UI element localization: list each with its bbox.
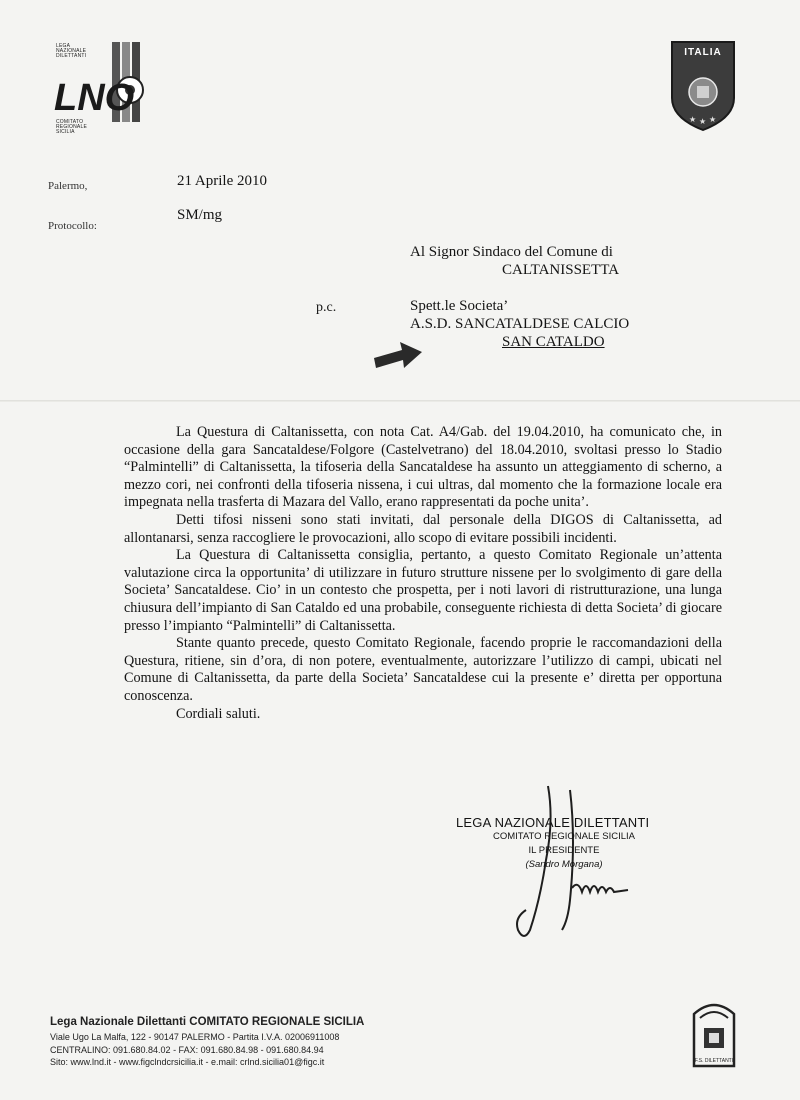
lnd-caption-line: SICILIA (56, 129, 75, 135)
lnd-caption-line: NAZIONALE (56, 48, 87, 54)
italia-figc-shield (670, 40, 736, 132)
body-paragraph: La Questura di Caltanissetta, con nota Cat. A4/Gab. del 19.04.2010, ha comunicato che, in occasione della gara Sancataldese/Folgore (Castelvetrano) del 18.04.2010, svoltasi presso lo Stadio “Palmintelli” di Caltanissetta, la tifoseria della Sancataldese ha assunto un atteggiamento di scherno, a mezzo cori, nei confronti della tifoseria nissena, i cui ultras, dal momento che la formazione locale era impegnata nella trasferta di Mazara del Vallo, erano rappresentati da poche unita’. (124, 424, 722, 511)
cc-town: SAN CATALDO (502, 334, 605, 350)
body-paragraph: Detti tifosi nisseni sono stati invitati, dal personale della DIGOS di Caltanissetta, ad allontanarsi, senza raccogliere le provocazioni, allo scopo di evitare possibili incidenti. (124, 511, 722, 546)
lnd-caption-line: COMITATO (56, 119, 84, 125)
svg-text:★: ★ (699, 117, 707, 126)
badge-icon (690, 1000, 738, 1072)
body-paragraph: Stante quanto precede, questo Comitato Regionale, facendo proprie le raccomandazioni della Questura, ritiene, sin d’ora, di non potere, eventualmente, autorizzare l’utilizzo di campi, ubicati nel Comune di Caltanissetta, da parte della Societa’ Sancataldese cui la presente e’ diretta per opportuna conoscenza. (124, 635, 722, 704)
letterhead-footer (50, 1016, 510, 1069)
signature-role: IL PRESIDENTE (528, 845, 600, 856)
footer-address: Viale Ugo La Malfa, 122 - 90147 PALERMO - Partita I.V.A. 02006911008 (50, 1032, 340, 1042)
footer-phones: CENTRALINO: 091.680.84.02 - FAX: 091.680.84.98 - 091.680.84.94 (50, 1044, 324, 1055)
protocol-label: Protocollo: (48, 220, 97, 232)
italia-label: ITALIA (684, 47, 722, 58)
body-paragraph: La Questura di Caltanissetta consiglia, pertanto, a questo Comitato Regionale un’attenta valutazione circa la opportunita’ di utilizzare in futuro strutture nissene per lo svolgimento di gare della Societa’ Sancataldese. Cio’ in un contesto che prospetta, per i noti lavori di ristrutturazione, una lunga chiusura dell’impianto di San Cataldo ed una probabile, conseguente richiesta di detta Societa’ di giocare presso l’impianto “Palmintelli” di Caltanissetta. (124, 547, 722, 634)
signature-block (456, 815, 696, 872)
svg-text:★: ★ (689, 115, 697, 124)
closing-greeting: Cordiali saluti. (176, 705, 261, 722)
lnd-logo-letters: LNO (54, 77, 135, 119)
arrow-icon (372, 336, 424, 374)
lnd-logo (50, 40, 160, 150)
cc-club-name: A.S.D. SANCATALDESE CALCIO (410, 316, 630, 332)
svg-text:★: ★ (709, 115, 717, 124)
lnd-caption-bottom (56, 120, 87, 135)
paper-fold-line (0, 400, 800, 402)
lnd-caption-line: DILETTANTI (56, 53, 87, 59)
signature-org: LEGA NAZIONALE DILETTANTI (456, 815, 650, 830)
place-label: Palermo, (48, 180, 88, 192)
cc-label: p.c. (316, 300, 337, 315)
lnd-caption-line: LEGA (56, 43, 71, 49)
footer-title: Lega Nazionale Dilettanti COMITATO REGIONALE SICILIA (50, 1016, 365, 1028)
recipient-line: Al Signor Sindaco del Comune di (410, 244, 613, 260)
letter-body (124, 424, 722, 723)
footer-web: Sito: www.lnd.it - www.figclndcrsicilia.it - e.mail: crlnd.sicilia01@figc.it (50, 1057, 325, 1067)
letter-date: 21 Aprile 2010 (177, 173, 267, 189)
signature-name: (Sandro Morgana) (525, 859, 603, 870)
cc-salutation: Spett.le Societa’ (410, 298, 509, 314)
recipient-city: CALTANISSETTA (502, 262, 620, 278)
protocol-value: SM/mg (177, 207, 223, 223)
signature-committee: COMITATO REGIONALE SICILIA (493, 831, 635, 842)
coni-badge (690, 1000, 738, 1072)
coni-badge-label: F.S. DILETTANTI (694, 1058, 734, 1064)
lnd-caption-line: REGIONALE (56, 124, 87, 130)
